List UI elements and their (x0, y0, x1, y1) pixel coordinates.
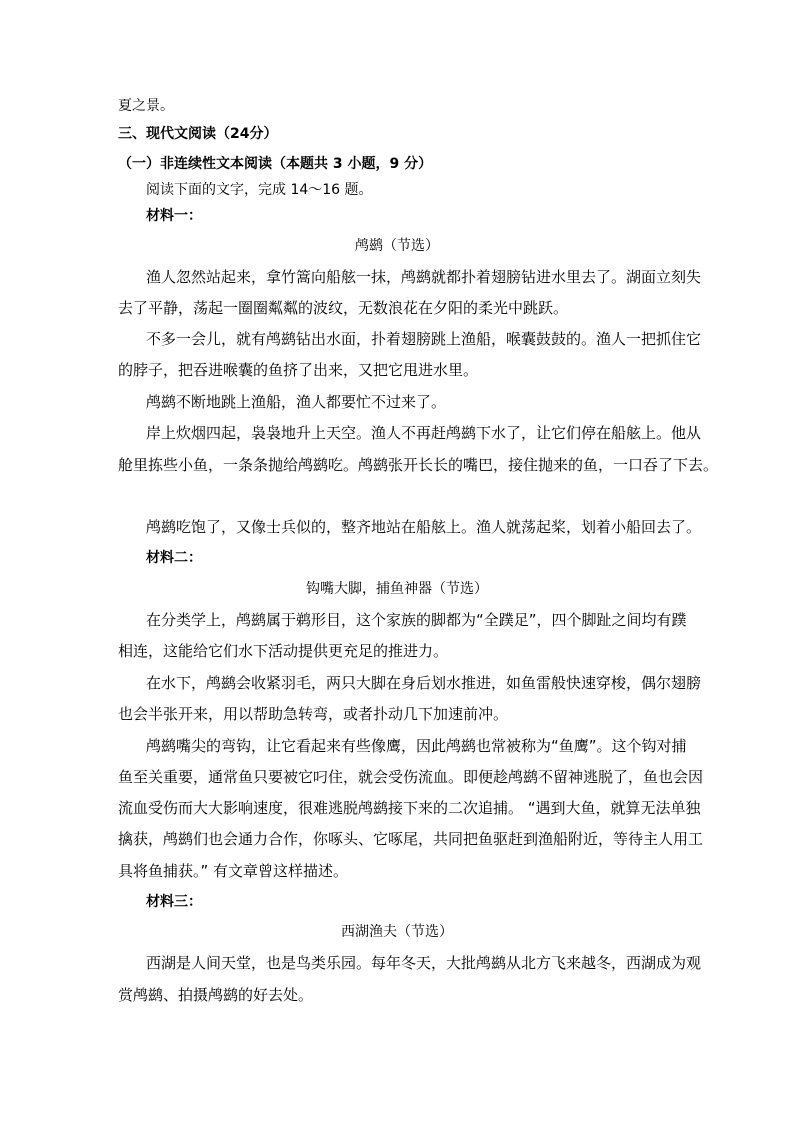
paragraph-line: 具将鱼捕获。” 有文章曾这样描述。 (118, 862, 349, 880)
paragraph-line: 的脖子，把吞进喉囊的鱼挤了出来，又把它甩进水里。 (118, 361, 479, 379)
paragraph-line: 也会半张开来，用以帮助急转弯，或者扑动几下加速前冲。 (118, 705, 509, 723)
material-3-title: 西湖渔夫（节选） (341, 924, 453, 940)
paragraph-line: 鸬鹚吃饱了，又像士兵似的，整齐地站在船舷上。渔人就荡起桨，划着小船回去了。 (146, 518, 702, 536)
paragraph-line: 流血受伤而大大影响速度，很难逃脱鸬鹚接下来的二次追捕。 “遇到大鱼，就算无法单独 (118, 799, 701, 817)
paragraph-line: 渔人忽然站起来，拿竹篙向船舷一抹，鸬鹚就都扑着翅膀钻进水里去了。湖面立刻失 (146, 268, 702, 286)
material-3-label: 材料三： (146, 894, 202, 910)
section-heading: 三、现代文阅读（24分） (118, 126, 278, 142)
material-2-label: 材料二： (146, 550, 202, 566)
paragraph-line: 西湖是人间天堂，也是鸟类乐园。每年冬天，大批鸬鹚从北方飞来越冬，西湖成为观 (146, 954, 702, 972)
paragraph-line: 在分类学上，鸬鹚属于鹈形目，这个家族的脚都为“全蹼足”，四个脚趾之间均有蹼 (146, 611, 687, 629)
paragraph-line: 相连，这能给它们水下活动提供更充足的推进力。 (118, 642, 449, 660)
paragraph-line: 在水下，鸬鹚会收紧羽毛，两只大脚在身后划水推进，如鱼雷般快速穿梭，偶尔翅膀 (146, 674, 702, 692)
paragraph-line: 不多一会儿，就有鸬鹚钻出水面，扑着翅膀跳上渔船，喉囊鼓鼓的。渔人一把抓住它 (146, 330, 702, 348)
paragraph-line: 鸬鹚嘴尖的弯钩，让它看起来有些像鹰，因此鸬鹚也常被称为“鱼鹰”。这个钩对捕 (146, 737, 687, 755)
paragraph-line: 赏鸬鹚、拍摄鸬鹚的好去处。 (118, 986, 314, 1004)
material-1-title: 鸬鹚（节选） (355, 238, 439, 254)
material-1-label: 材料一： (146, 208, 202, 224)
paragraph-line: 鱼至关重要，通常鱼只要被它叼住，就会受伤流血。即便趁鸬鹚不留神逃脱了，鱼也会因 (118, 768, 704, 786)
intro-tail: 夏之景。 (118, 98, 174, 114)
paragraph-line: 擒获，鸬鹚们也会通力合作，你啄头、它啄尾，共同把鱼驱赶到渔船附近，等待主人用工 (118, 830, 704, 848)
paragraph-line: 去了平静，荡起一圈圈粼粼的波纹，无数浪花在夕阳的柔光中跳跃。 (118, 299, 569, 317)
subsection-heading: （一）非连续性文本阅读（本题共 3 小题，9 分） (118, 156, 433, 172)
material-2-title: 钩嘴大脚，捕鱼神器（节选） (306, 581, 488, 597)
paragraph-line: 鸬鹚不断地跳上渔船，渔人都要忙不过来了。 (146, 393, 447, 411)
instruction: 阅读下面的文字，完成 14～16 题。 (146, 182, 373, 198)
paragraph-line: 岸上炊烟四起，袅袅地升上天空。渔人不再赶鸬鹚下水了，让它们停在船舷上。他从 (146, 424, 702, 442)
paragraph-line: 舱里拣些小鱼，一条条抛给鸬鹚吃。鸬鹚张开长长的嘴巴，接住抛来的鱼，一口吞了下去。 (118, 456, 719, 474)
